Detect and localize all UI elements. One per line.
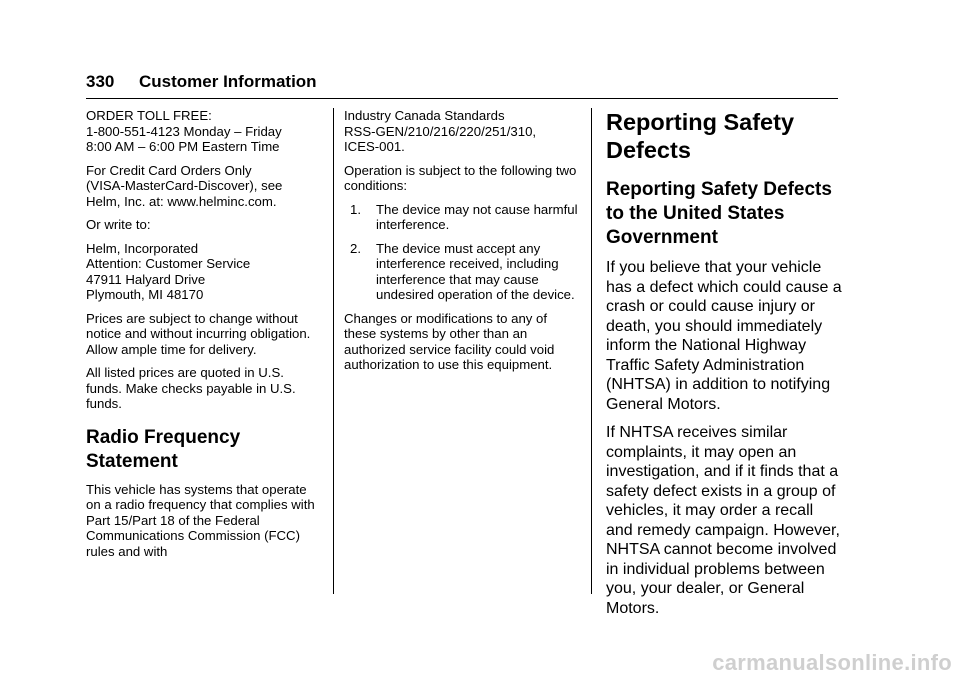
nhtsa-paragraph-2: If NHTSA receives similar complaints, it may open an investigation, and if it finds that a safety defect exists in a group of vehicles, it may order a recall and remedy campaign. However, NHTSA cannot become involved in individual problems between you, your dealer, or General Motors. [606,424,840,617]
prices-change-note: Prices are subject to change without notice and without incurring obligation. Allow ample time for delivery. [86,310,311,357]
page-section-title: Customer Information [139,72,317,91]
reporting-safety-defects-heading: Reporting Safety Defects [606,109,795,163]
radio-frequency-text: This vehicle has systems that operate on a radio frequency that complies with Part 15/Part 18 of the Federal Communications Commission (FCC) rules and with [86,481,315,559]
page-number: 330 [86,72,115,91]
list-item-text: The device must accept any interference received, including interference that may cause undesired operation of the device. [376,240,575,302]
conditions-list [344,202,580,303]
conditions-intro: Operation is subject to the following two conditions: [344,162,577,193]
industry-canada-standards: Industry Canada Standards RSS-GEN/210/216/220/251/310, ICES-001. [344,108,537,154]
order-toll-free: ORDER TOLL FREE: 1-800-551-4123 Monday – Friday 8:00 AM – 6:00 PM Eastern Time [86,108,282,154]
page-header [86,70,838,99]
column-right [606,108,842,627]
column-divider [591,108,592,594]
list-item [344,202,580,233]
list-item-text: The device may not cause harmful interference. [376,201,578,232]
us-government-subheading: Reporting Safety Defects to the United States Government [606,179,832,248]
list-item-number: 2. [350,240,361,256]
nhtsa-paragraph-1: If you believe that your vehicle has a defect which could cause a crash or could cause injury or death, you should immediately inform the National Highway Traffic Safety Administration (NHTSA) in addition to notifying General Motors. [606,259,842,413]
modifications-warning: Changes or modifications to any of these systems by other than an authorized service facility could void authorization to use this equipment. [344,310,555,372]
or-write-to: Or write to: [86,217,151,232]
list-item [344,241,580,303]
column-middle [344,108,580,381]
prices-quoted-note: All listed prices are quoted in U.S. funds. Make checks payable in U.S. funds. [86,365,296,411]
column-left [86,108,322,567]
column-divider [333,108,334,594]
credit-card-info: For Credit Card Orders Only (VISA-MasterCard-Discover), see Helm, Inc. at: www.helminc.com. [86,162,283,209]
radio-frequency-heading: Radio Frequency Statement [86,426,241,472]
mailing-address: Helm, Incorporated Attention: Customer Service 47911 Halyard Drive Plymouth, MI 48170 [86,240,251,302]
watermark: carmanualsonline.info [712,650,952,675]
list-item-number: 1. [350,201,361,217]
